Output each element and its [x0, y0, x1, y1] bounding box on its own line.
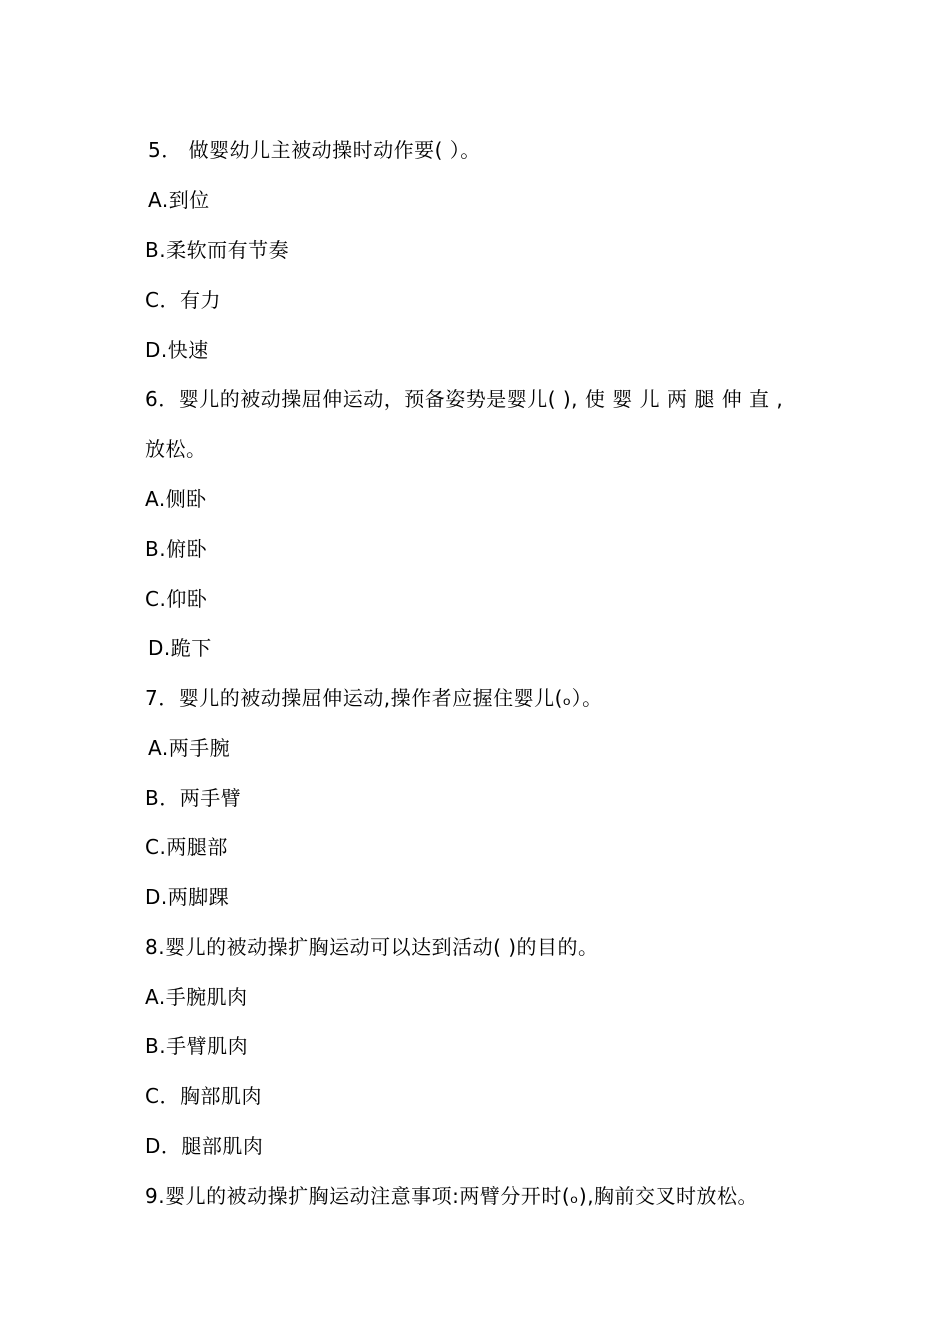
question-6-option-d: D.跪下: [148, 636, 212, 660]
question-6-stem: 6．婴儿的被动操屈伸运动，预备姿势是婴儿( ), 使 婴 儿 两 腿 伸 直 ,: [145, 387, 784, 411]
question-8-option-a: A.手腕肌肉: [145, 985, 248, 1009]
question-5-option-b: B.柔软而有节奏: [145, 238, 290, 262]
question-7-option-b: B．两手臂: [145, 786, 242, 810]
question-7-option-d: D.两脚踝: [145, 885, 230, 909]
question-5-option-a: A.到位: [148, 188, 210, 212]
question-5-option-c: C．有力: [145, 288, 221, 312]
question-9-stem: 9.婴儿的被动操扩胸运动注意事项:两臂分开时(ₒ),胸前交叉时放松。: [145, 1184, 759, 1208]
question-8-stem: 8.婴儿的被动操扩胸运动可以达到活动( )的目的。: [145, 935, 599, 959]
question-8-option-c: C．胸部肌肉: [145, 1084, 262, 1108]
question-7-option-c: C.两腿部: [145, 835, 228, 859]
question-6-option-b: B.俯卧: [145, 537, 208, 561]
question-5-stem: 5． 做婴幼儿主被动操时动作要( ）。: [148, 138, 481, 162]
question-7-stem: 7．婴儿的被动操屈伸运动,操作者应握住婴儿(ₒ）。: [145, 686, 603, 710]
question-6-stem-continued: 放松。: [145, 437, 207, 461]
question-6-option-c: C.仰卧: [145, 587, 208, 611]
question-5-option-d: D.快速: [145, 338, 209, 362]
question-8-option-b: B.手臂肌肉: [145, 1034, 249, 1058]
question-6-option-a: A.侧卧: [145, 487, 207, 511]
question-7-option-a: A.两手腕: [148, 736, 231, 760]
question-8-option-d: D．腿部肌肉: [145, 1134, 264, 1158]
